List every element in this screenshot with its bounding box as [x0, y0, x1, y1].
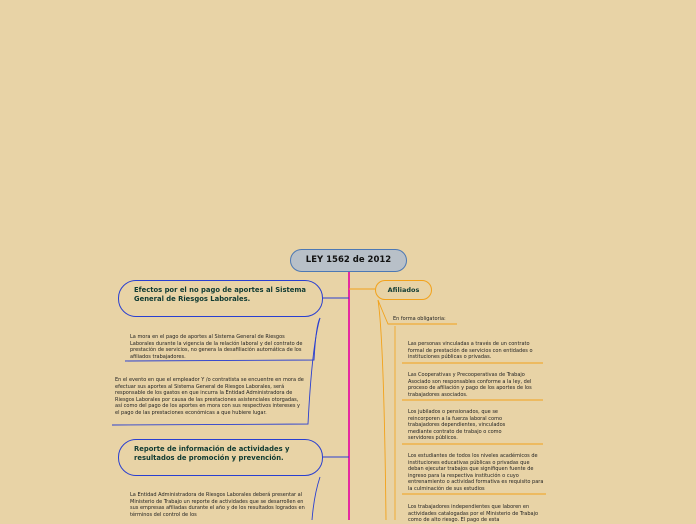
subheading-obligatoria: En forma obligatoria: [393, 316, 446, 322]
topic-reporte-informacion[interactable]: Reporte de información de actividades y resultados de promoción y prevención. [118, 439, 323, 476]
detail-mora: La mora en el pago de aportes al Sistema General de Riesgos Laborales durante la vigencia de la relación laboral y del contrato de prestación de servicios, no genera la desafiliación automática de los afiliados trabajadores. [130, 334, 303, 360]
topic-no-pago-aportes[interactable]: Efectos por el no pago de aportes al Sistema General de Riesgos Laborales. [118, 280, 323, 317]
afiliado-item: Los estudiantes de todos los niveles académicos de instituciones educativas públicas o privadas que deban ejecutar trabajos que signifiquen fuente de ingreso para la respectiva institución o cuyo entrenamiento o actividad formativa es requisito para la culminación de sus estudios [408, 453, 544, 492]
afiliado-item: Las Cooperativas y Precooperativas de Trabajo Asociado son responsables conforme a la ley, del proceso de afiliación y pago de los aportes de los trabajadores asociados. [408, 372, 532, 398]
topic-afiliados[interactable]: Afiliados [375, 280, 432, 300]
root-node[interactable]: LEY 1562 de 2012 [290, 249, 407, 272]
afiliado-item: Los jubilados o pensionados, que se reincorporen a la fuerza laboral como trabajadores dependientes, vinculados mediante contrato de trabajo o como servidores públicos. [408, 409, 506, 441]
detail-reporte: La Entidad Administradora de Riesgos Laborales deberá presentar al Ministerio de Trabajo un reporte de actividades que se desarrollen en sus empresas afiliadas durante el año y de los resultados logrados en términos del control de los [130, 492, 305, 518]
afiliado-item: Los trabajadores independientes que laboren en actividades catalogadas por el Ministerio de Trabajo como de alto riesgo. El pago de esta [408, 504, 539, 523]
afiliado-item: Las personas vinculadas a través de un contrato formal de prestación de servicios con entidades o instituciones públicas o privadas. [408, 341, 533, 360]
detail-empleador-mora: En el evento en que el empleador Y /o contratista se encuentre en mora de efectuar sus aportes al Sistema General de Riesgos Laborales, será responsable de los gastos en que incurra la Entidad Administradora de Riesgos Laborales por causa de las prestaciones asistenciales otorgadas, así como del pago de los aportes en mora con sus respectivos intereses y el pago de las prestaciones económicas a que hubiere lugar. [115, 377, 304, 416]
